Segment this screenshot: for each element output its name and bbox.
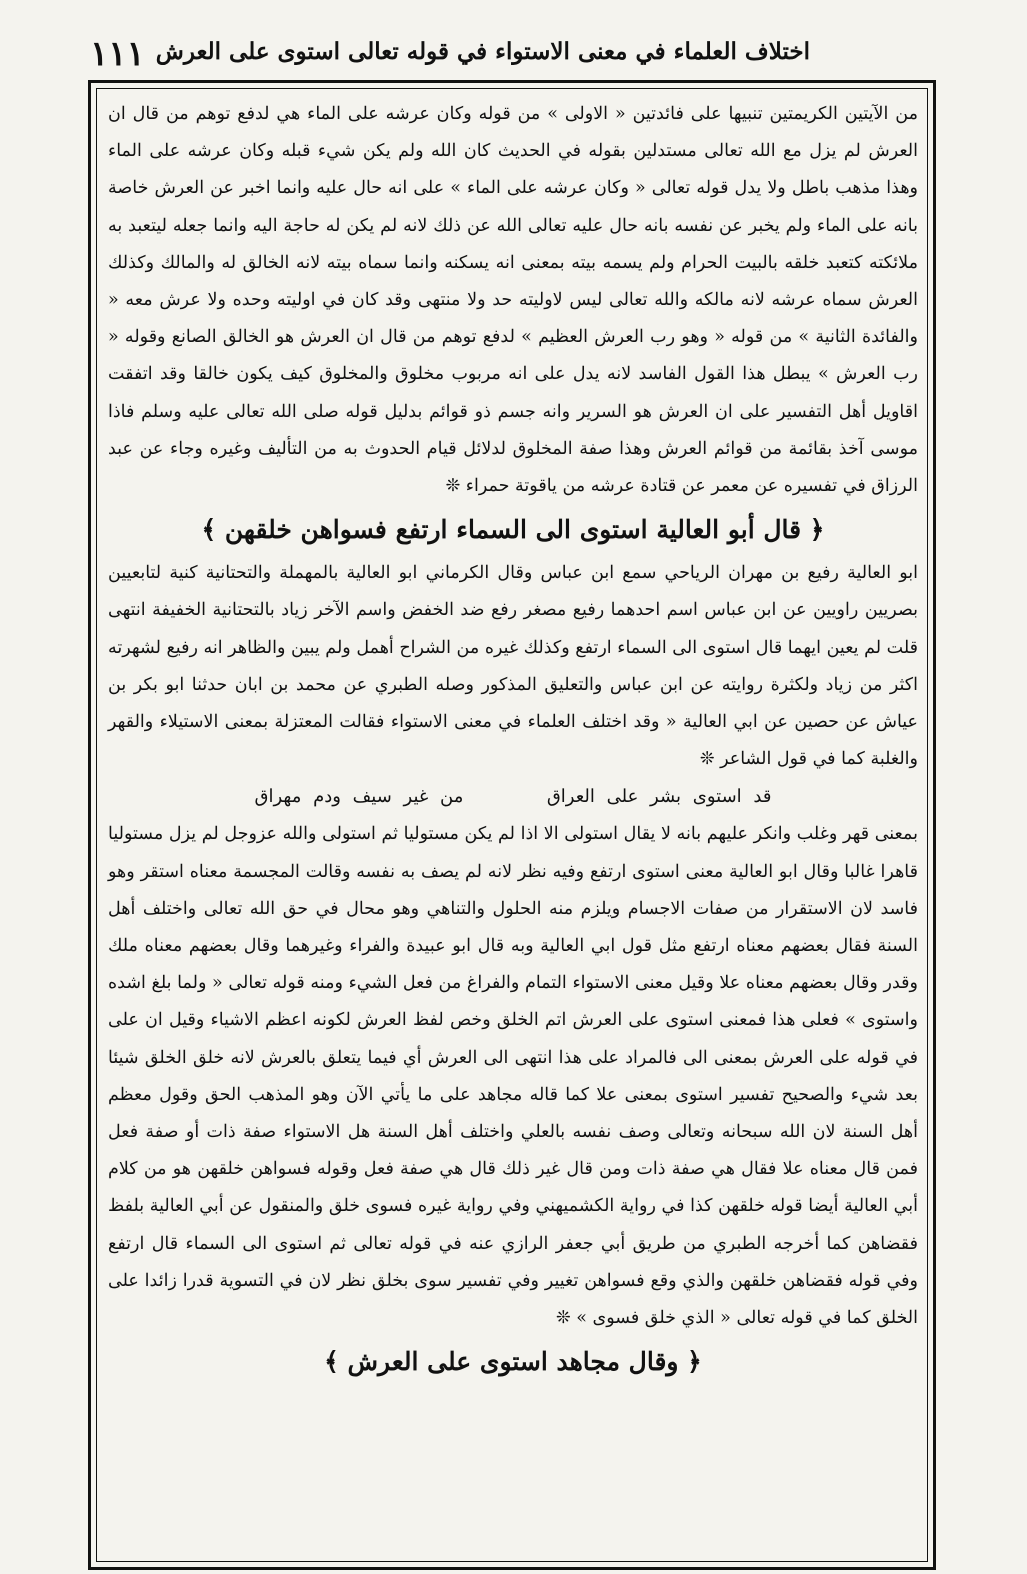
running-title: اختلاف العلماء في معنى الاستواء في قوله تعالى استوى على العرش <box>155 38 810 65</box>
section-heading-mujahid: ﴿ وقال مجاهد استوى على العرش ﴾ <box>324 1347 702 1377</box>
poetry-verse <box>108 778 918 816</box>
page-number: ١١١ <box>90 34 145 74</box>
paragraph-3: بمعنى قهر وغلب وانكر عليهم بانه لا يقال استولى الا اذا لم يكن مستوليا ثم استولى والله عزوجل لم يزل مستوليا قاهرا غالبا وقال ابو العالية معنى استوى ارتفع وفيه نظر لانه لم يصف به نفسه وقالت المجسمة معناه استقر وهو فاسد لان الاستقرار من صفات الاجسام ويلزم منه الحلول والتناهي وهو محال في حق الله تعالى واختلف أهل السنة فقال بعضهم معناه ارتفع مثل قول ابي العالية وبه قال ابو عبيدة والفراء وغيرهما وقال بعضهم معناه ملك وقدر وقال بعضهم معناه علا وقيل معنى الاستواء التمام والفراغ من فعل الشيء ومنه قوله تعالى « ولما بلغ اشده واستوى » فعلى هذا فمعنى استوى على العرش اتم الخلق وخص لفظ العرش لكونه اعظم الاشياء وقيل ان على في قوله على العرش بمعنى الى فالمراد على هذا انتهى الى العرش أي فيما يتعلق بالعرش لانه خلق الخلق شيئا بعد شيء والصحيح تفسير استوى بمعنى علا كما قاله مجاهد على ما يأتي الآن وهو المذهب الحق وقول معظم أهل السنة لان الله سبحانه وتعالى وصف نفسه بالعلي واختلف أهل السنة هل الاستواء صفة ذات أو صفة فعل فمن قال معناه علا فقال هي صفة ذات ومن قال غير ذلك قال هي صفة فعل وقوله فسواهن خلقهن هو من كلام أبي العالية أيضا قوله خلقهن كذا في رواية الكشميهني وفي رواية غيره فسوى خلق والمنقول عن أبي العالية بلفظ فقضاهن كما أخرجه الطبري من طريق أبي جعفر الرازي عنه في قوله تعالى ثم استوى الى السماء قال ارتفع وفي قوله فقضاهن خلقهن والذي وقع فسواهن تغيير وفي تفسير سوى بخلق نظر لان في التسوية قدرا زائدا على الخلق كما في قوله تعالى « الذي خلق فسوى » ❊ <box>108 824 918 1329</box>
verse-second-hemistich: من غير سيف ودم مهراق <box>254 786 464 808</box>
section-heading-abu-al-aliya: ﴿ قال أبو العالية استوى الى السماء ارتفع فسواهن خلقهن ﴾ <box>201 515 825 545</box>
verse-first-hemistich: قد استوى بشر على العراق <box>546 786 772 808</box>
paragraph-1: من الآيتين الكريمتين تنبيها على فائدتين « الاولى » من قوله وكان عرشه على الماء هي لدفع توهم من قال ان العرش لم يزل مع الله تعالى مستدلين بقوله في الحديث كان الله ولم يكن شيء قبله وكان عرشه على الماء وهذا مذهب باطل ولا يدل قوله تعالى « وكان عرشه على الماء » على انه حال عليه وانما اخبر عن العرش خاصة بانه على الماء ولم يخبر عن نفسه بانه حال عليه تعالى الله عن ذلك لانه لم يكن له حاجة اليه وانما جعله ليتعبد به ملائكته كتعبد خلقه بالبيت الحرام ولم يسمه بيته بمعنى انه يسكنه وانما سماه بيته لانه الخالق له والمالك وكذلك العرش سماه عرشه لانه مالكه والله تعالى ليس لاوليته حد ولا منتهى وقد كان في اوليته وحده ولا عرش معه « والفائدة الثانية » من قوله « وهو رب العرش العظيم » لدفع توهم من قال ان العرش هو الخالق الصانع وقوله « رب العرش » يبطل هذا القول الفاسد لانه يدل على انه مربوب مخلوق والمخلوق كيف يكون خالقا وقد اتفقت اقاويل أهل التفسير على ان العرش هو السرير وانه جسم ذو قوائم بدليل قوله صلى الله تعالى عليه وسلم فاذا موسى آخذ بقائمة من قوائم العرش وهذا صفة المخلوق لدلائل قيام الحدوث به من التأليف وغيره وجاء عن عبد الرزاق في تفسيره عن معمر عن قتادة عرشه من ياقوتة حمراء ❊ <box>108 104 918 497</box>
paragraph-2: ابو العالية رفيع بن مهران الرياحي سمع ابن عباس وقال الكرماني ابو العالية بالمهملة والتحتانية كنية لتابعيين بصريين راويين عن ابن عباس اسم احدهما رفيع مصغر رفع ضد الخفض واسم الآخر زياد بالتحتانية الخفيفة انتهى قلت لم يعين ايهما قال استوى الى السماء ارتفع وكذلك غيره من الشراح أهمل ولم يبين والظاهر انه رفيع لشهرته اكثر من زياد ولكثرة روايته عن ابن عباس والتعليق المذكور وصله الطبري عن محمد بن ابان حدثنا ابو بكر بن عياش عن حصين عن ابي العالية « وقد اختلف العلماء في معنى الاستواء فقالت المعتزلة بمعنى الاستيلاء والقهر والغلبة كما في قول الشاعر ❊ <box>108 563 918 770</box>
page-header <box>90 30 930 78</box>
page-body <box>108 96 918 1387</box>
